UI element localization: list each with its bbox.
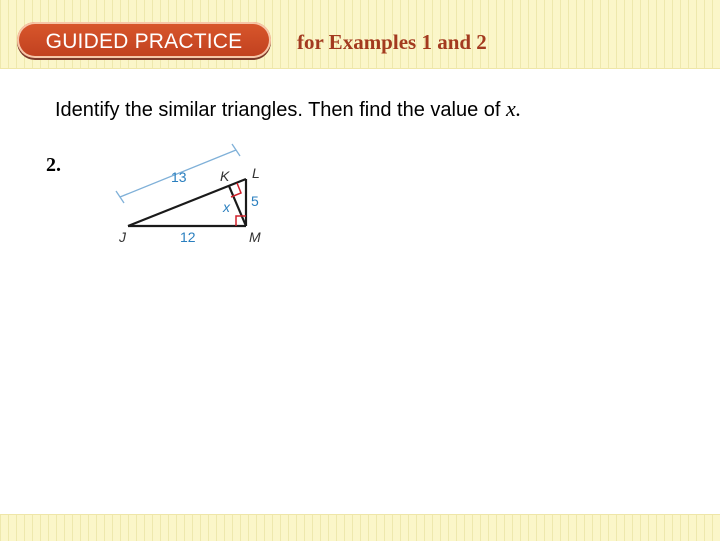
vertex-label-k: K	[220, 168, 230, 184]
vertex-label-j: J	[119, 229, 126, 245]
header-subtitle: for Examples 1 and 2	[297, 30, 487, 54]
vertex-label-m: M	[249, 229, 261, 245]
measure-label-jl: 13	[171, 169, 187, 185]
segment-km	[229, 186, 246, 226]
guided-practice-badge: GUIDED PRACTICE	[17, 22, 271, 58]
measure-label-jm: 12	[180, 229, 196, 245]
instruction-body: Identify the similar triangles. Then find the value of	[55, 99, 506, 121]
footer-band	[0, 514, 720, 541]
problem-number: 2.	[46, 154, 61, 176]
instruction-variable: x.	[506, 96, 522, 121]
measure-label-lm: 5	[251, 193, 259, 209]
vertex-label-l: L	[252, 165, 260, 181]
measure-label-km: x	[223, 199, 230, 215]
